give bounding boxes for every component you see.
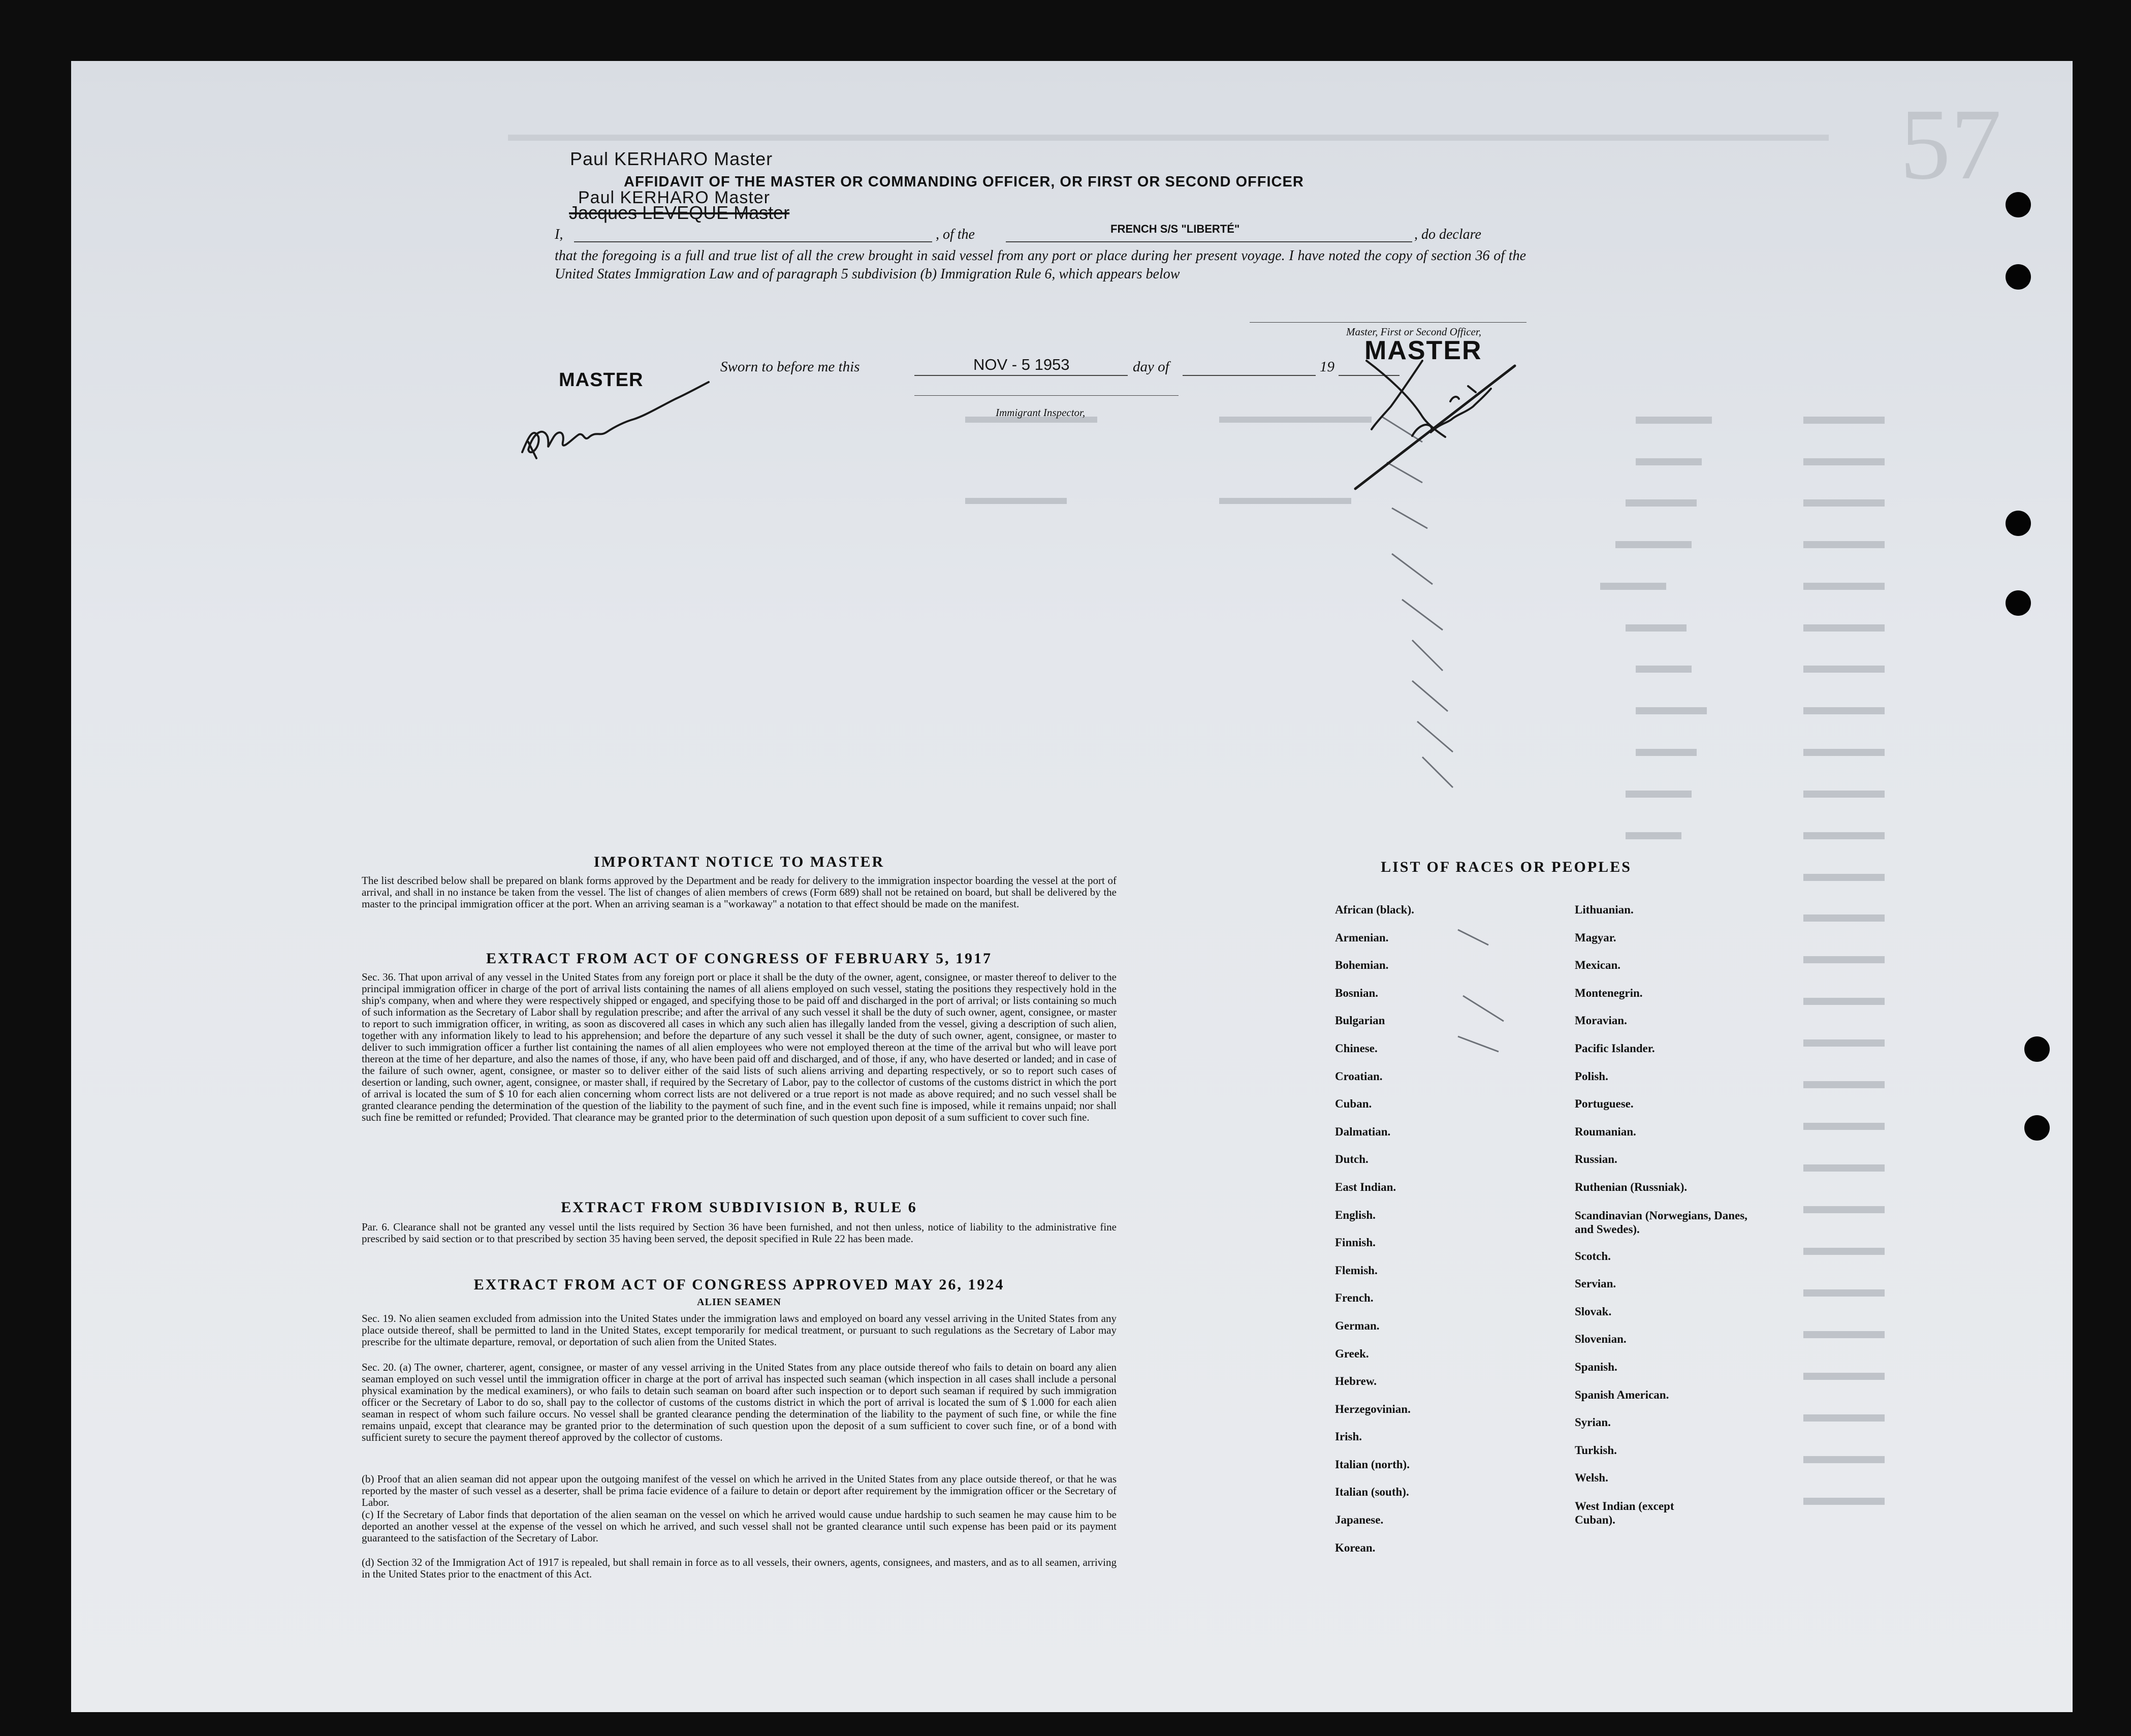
race-item: Mexican. bbox=[1575, 959, 1621, 972]
race-item: Bohemian. bbox=[1335, 959, 1389, 972]
extract-1924-title: EXTRACT FROM ACT OF CONGRESS APPROVED MAY 26, 1924 bbox=[473, 1276, 1005, 1293]
race-item: Italian (south). bbox=[1335, 1486, 1409, 1499]
page-number: 57 bbox=[1900, 88, 2001, 201]
typed-master-name-top: Paul KERHARO Master bbox=[570, 148, 773, 169]
extract-1917-title: EXTRACT FROM ACT OF CONGRESS OF FEBRUARY 5, 1917 bbox=[486, 950, 993, 967]
race-item: Montenegrin. bbox=[1575, 986, 1643, 999]
race-item: Korean. bbox=[1335, 1541, 1376, 1554]
race-item: Welsh. bbox=[1575, 1471, 1608, 1485]
race-item: Bulgarian bbox=[1335, 1014, 1385, 1027]
race-item: Polish. bbox=[1575, 1069, 1608, 1083]
officer-caption: Master, First or Second Officer, bbox=[1346, 326, 1481, 338]
race-item: English. bbox=[1335, 1208, 1376, 1221]
race-item: German. bbox=[1335, 1319, 1380, 1332]
extract-rule6-title: EXTRACT FROM SUBDIVISION B, RULE 6 bbox=[561, 1199, 917, 1216]
extract-1924-subtitle: ALIEN SEAMEN bbox=[697, 1297, 781, 1308]
year-prefix: 19 bbox=[1320, 359, 1334, 375]
race-item: Greek. bbox=[1335, 1347, 1369, 1360]
notice-text: The list described below shall be prepared on blank forms approved by the Department and be ready for delivery to the immigration inspector boarding the vessel at the port of arrival, and shall in no instance be taken from the vessel. The list of changes of alien members of crews (Form 689) shall not be retained on board, but shall be delivered by the master to the principal immigration officer at the port. When an arriving seaman is a "workaway" a notation to that effect should be made on the manifest. bbox=[362, 874, 1117, 910]
struck-officer-name: Jacques LEVEQUE Master bbox=[569, 202, 790, 223]
races-title: LIST OF RACES OR PEOPLES bbox=[1381, 859, 1632, 875]
declare-label: , do declare bbox=[1414, 227, 1481, 242]
race-item: Scotch. bbox=[1575, 1249, 1611, 1262]
inspector-caption: Immigrant Inspector, bbox=[996, 406, 1086, 419]
extract-rule6-text: Par. 6. Clearance shall not be granted any vessel until the lists required by Section 36 have been furnished, and not then unless, notice of liability to the administrative fine prescribed by said section or to that prescribed by section 35 having been served, the deposit specified in Rule 22 has been made. bbox=[362, 1221, 1117, 1245]
race-item: Lithuanian. bbox=[1575, 903, 1634, 916]
race-item: East Indian. bbox=[1335, 1180, 1396, 1193]
day-of-label: day of bbox=[1133, 359, 1169, 375]
race-item: Syrian. bbox=[1575, 1416, 1611, 1429]
race-item: Spanish American. bbox=[1575, 1388, 1669, 1401]
of-the-label: , of the bbox=[936, 227, 975, 242]
race-item: Spanish. bbox=[1575, 1360, 1617, 1373]
races-right-column bbox=[1575, 903, 1768, 1540]
extract-1924-sec20b: (b) Proof that an alien seaman did not appear upon the outgoing manifest of the vessel on which he arrived in the United States from any place outside thereof, or that he was reported by the master of such vessel as a deserter, shall be prima facie evidence of a failure to detain or deport after requirement by the immigration officer or the Secretary of Labor. bbox=[362, 1473, 1117, 1508]
race-item: Magyar. bbox=[1575, 931, 1616, 944]
affidavit-body: that the foregoing is a full and true list of all the crew brought in said vessel from any port or place during her present voyage. I have noted the copy of section 36 of the United States Immigration Law and of paragraph 5 subdivision (b) Immigration Rule 6, which appears below bbox=[555, 248, 1526, 282]
race-item: Finnish. bbox=[1335, 1236, 1376, 1249]
extract-1924-sec20c: (c) If the Secretary of Labor finds that deportation of the alien seaman on the vessel on which he arrived would cause undue hardship to such seamen he may cause him to be deported an another vessel at the expense of the vessel on which he arrived, and such vessel shall not be granted clearance until such expense has been paid or its payment guaranteed to the satisfaction of the Secretary of Labor. bbox=[362, 1508, 1117, 1544]
extract-1924-sec20a: Sec. 20. (a) The owner, charterer, agent, consignee, or master of any vessel arriving in the United States from any place outside thereof who fails to detain on board any alien seaman employed on such vessel until the immigration officer in charge at the port of arrival has inspected such seaman (which inspection in all cases shall include a personal physical examination by the medical examiners), or who fails to detain such seaman on board after such inspection or to deport such seaman if required by such immigration officer or the Secretary of Labor to do so, shall pay to the collector of customs of the customs district in which the port of arrival is located the sum of $ 1.000 for each alien seaman in respect of whom such failure occurs. No vessel shall be granted clearance pending the determination of the liability to the payment of such fine, or while the fine remains unpaid, except that clearance may be granted prior to the determination of such question upon the deposit of a sum sufficient to cover such fine, or of a bond with sufficient surety to secure the payment thereof approved by the collector of customs. bbox=[362, 1361, 1117, 1443]
race-item: Pacific Islander. bbox=[1575, 1041, 1655, 1055]
race-item: Slovenian. bbox=[1575, 1333, 1627, 1346]
race-item: Cuban. bbox=[1335, 1097, 1372, 1111]
race-item: Croatian. bbox=[1335, 1069, 1383, 1083]
sworn-text: Sworn to before me this bbox=[720, 359, 860, 375]
race-item: Moravian. bbox=[1575, 1014, 1627, 1027]
extract-1924-sec19: Sec. 19. No alien seamen excluded from admission into the United States under the immigration laws and employed on board any vessel arriving in the United States from any place outside thereof, shall be permitted to land in the United States, except temporarily for medical treatment, or pursuant to such regulations as the Secretary of Labor may prescribe for the ultimate departure, removal, or deportation of such alien from the United States. bbox=[362, 1312, 1117, 1348]
master-stamp-left: MASTER bbox=[559, 369, 644, 391]
race-item: Scandinavian (Norwegians, Danes, and Swedes). bbox=[1575, 1209, 1747, 1236]
race-item: Herzegovinian. bbox=[1335, 1402, 1411, 1415]
race-item: Armenian. bbox=[1335, 931, 1389, 944]
race-item: Irish. bbox=[1335, 1430, 1362, 1443]
race-item: Japanese. bbox=[1335, 1513, 1384, 1527]
race-item: Hebrew. bbox=[1335, 1375, 1377, 1388]
extract-1924-sec20d: (d) Section 32 of the Immigration Act of 1917 is repealed, but shall remain in force as to all vessels, their owners, agents, consignees, and masters, and as to all seamen, arriving in the United States prior to the enactment of this Act. bbox=[362, 1556, 1117, 1580]
race-item: Chinese. bbox=[1335, 1041, 1378, 1055]
declarant-prefix: I, bbox=[555, 227, 563, 242]
race-item: Russian. bbox=[1575, 1153, 1617, 1166]
race-item: Servian. bbox=[1575, 1277, 1616, 1290]
race-item: Italian (north). bbox=[1335, 1458, 1410, 1471]
race-item: Roumanian. bbox=[1575, 1125, 1636, 1138]
extract-1917-text: Sec. 36. That upon arrival of any vessel in the United States from any foreign port or place it shall be the duty of the owner, agent, consignee, or master thereof to deliver to the principal immigration officer in charge of the port of arrival lists containing the names of all aliens employed on such vessel, stating the positions they respectively hold in the ship's company, when and where they were respectively shipped or engaged, and specifying those to be paid off and discharged in the port of arrival; or lists containing so much of such information as the Secretary of Labor shall by regulation prescribe; and after the arrival of any such vessel it shall be the duty of such owner, agent, consignee, or master to report to such immigration officer, in writing, as soon as discovered all cases in which any such alien has illegally landed from the vessel, giving a description of such alien, together with any information likely to lead to his apprehension; and before the departure of any such vessel it shall be the duty of such owner, agent, consignee, or master to deliver to such immigration officer a further list containing the names of all alien employees who were not employed thereon at the time of the arrival but who will leave port thereon at the time of her departure, and also the names of those, if any, who have been paid off and discharged, and of those, if any, who have deserted or landed; and in case of the failure of such owner, agent, consignee, or master so to deliver either of the said lists of such aliens arriving and departing respectively, or so to report such cases of desertion or landing, such owner, agent, consignee, or master shall, if required by the Secretary of Labor, pay to the collector of customs of the customs district in which the port of arrival is located the sum of $ 10 for each alien concerning whom correct lists are not delivered or a true report is not made as above required; and no such vessel shall be granted clearance pending the determination of the question of the liability to the payment of such fine, and in the event such fine is imposed, while it remains unpaid; nor shall such fine be remitted or refunded; Provided. That clearance may be granted prior to the determination of such question upon deposit of a sum sufficient to cover such fine. bbox=[362, 971, 1117, 1123]
affidavit-title: AFFIDAVIT OF THE MASTER OR COMMANDING OFFICER, OR FIRST OR SECOND OFFICER bbox=[624, 174, 1304, 190]
notice-title: IMPORTANT NOTICE TO MASTER bbox=[593, 854, 885, 870]
races-left-column bbox=[1335, 903, 1518, 1569]
race-item: Flemish. bbox=[1335, 1264, 1378, 1277]
race-item: Bosnian. bbox=[1335, 986, 1379, 999]
race-item: French. bbox=[1335, 1291, 1374, 1305]
race-item: Slovak. bbox=[1575, 1305, 1612, 1318]
race-item: West Indian (except Cuban). bbox=[1575, 1499, 1674, 1526]
race-item: Ruthenian (Russniak). bbox=[1575, 1180, 1688, 1193]
race-item: Portuguese. bbox=[1575, 1097, 1634, 1111]
race-item: African (black). bbox=[1335, 903, 1414, 916]
vessel-name: FRENCH S/S "LIBERTÉ" bbox=[1110, 223, 1240, 235]
typed-master-name-overlay: Paul KERHARO Master bbox=[578, 188, 770, 207]
race-item: Dalmatian. bbox=[1335, 1125, 1391, 1138]
sworn-date: NOV - 5 1953 bbox=[973, 356, 1070, 373]
master-stamp-right: MASTER bbox=[1364, 336, 1482, 365]
race-item: Turkish. bbox=[1575, 1443, 1617, 1457]
race-item: Dutch. bbox=[1335, 1153, 1369, 1166]
